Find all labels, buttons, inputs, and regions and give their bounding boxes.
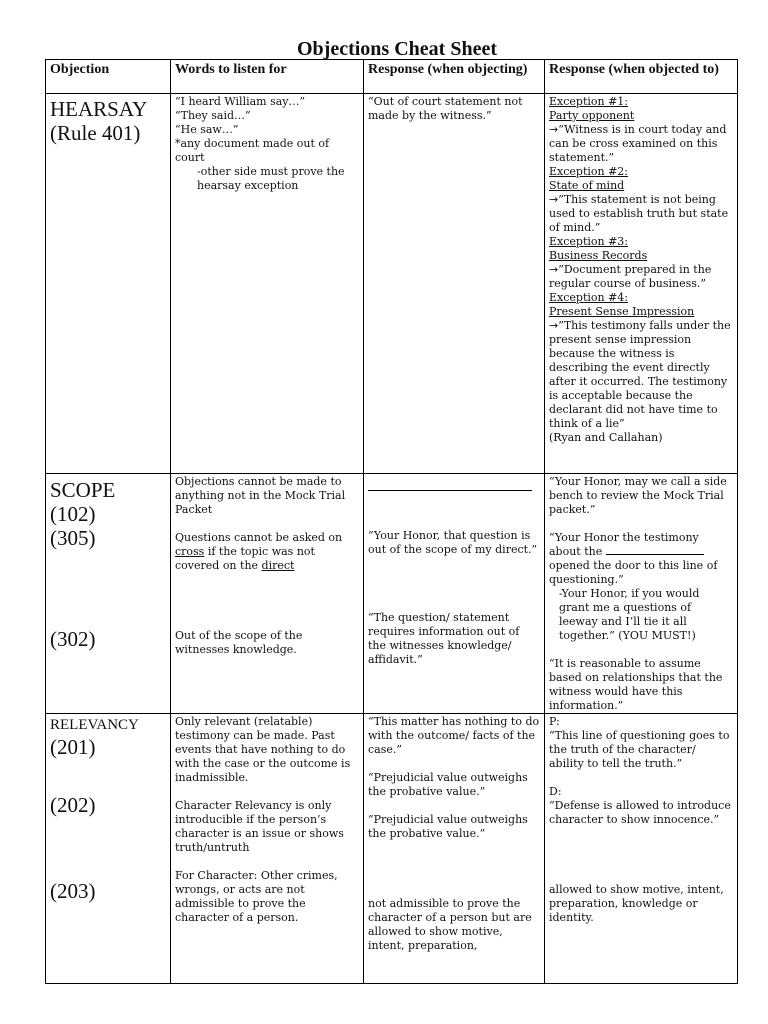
objection-cell-scope [46,474,171,714]
objected-cell-relevancy [545,714,738,984]
exception-name: Party opponent [549,109,635,122]
header-objection: Objection [46,60,171,94]
response-text: “Out of court statement not made by the witness.” [368,95,523,122]
words-cell-relevancy [171,714,364,984]
objection-rule: (305) [50,526,96,550]
exception-response: →”This testimony falls under the present sense impression because the witness is describing the event directly after it occurred. The testimony is acceptable because the declarant did not have time to think of a lie” [549,319,731,430]
words-line: “They said…” [175,109,251,122]
words-cell-scope [171,474,364,714]
header-response-objecting: Response (when objecting) [364,60,545,94]
page-title: Objections Cheat Sheet [297,38,497,60]
words-text: For Character: Other crimes, wrongs, or acts are not admissible to prove the character of a person. [175,869,338,924]
table-row-scope [46,474,738,714]
right-arrow-icon: → [549,263,559,276]
response-text: “This line of questioning goes to the truth of the character/ ability to tell the truth.” [549,729,730,770]
exception-name: Business Records [549,249,648,262]
words-line: *any document made out of court [175,137,330,164]
objection-cell-hearsay [46,94,171,474]
exception-label: Exception #2: [549,165,629,178]
right-arrow-icon: → [549,123,559,136]
response-text: -Your Honor, if you would grant me a questions of leeway and I’ll tie it all together.” (YOU MUST!) [559,587,700,642]
exception-label: Exception #1: [549,95,629,108]
table-row-relevancy [46,714,738,984]
words-text: Character Relevancy is only introducible if the person’s character is an issue or shows truth/untruth [175,799,344,854]
response-text: “This matter has nothing to do with the outcome/ facts of the case.” [368,715,540,756]
objection-name: HEARSAY [50,97,148,121]
words-note: -other side must prove the hearsay exception [197,165,345,192]
exception-name: State of mind [549,179,625,192]
objection-rule: (201) [50,735,96,759]
words-line: “He saw…” [175,123,239,136]
header-words: Words to listen for [171,60,364,94]
blank-line [368,481,540,495]
response-text: “Your Honor, may we call a side bench to review the Mock Trial packet.” [549,475,727,516]
objected-cell-scope [545,474,738,714]
side-label: D: [549,785,562,798]
objection-rule: (Rule 401) [50,121,141,145]
objecting-cell-scope [364,474,545,714]
words-line: “I heard William say…” [175,95,306,108]
side-label: P: [549,715,560,728]
right-arrow-icon: → [549,193,559,206]
response-text: “It is reasonable to assume based on relationships that the witness would have this information.” [549,657,723,712]
exception-response: →”Document prepared in the regular course of business.” [549,263,712,290]
right-arrow-icon: → [549,319,559,332]
objection-rule: (203) [50,879,96,903]
exception-response: →”This statement is not being used to establish truth but state of mind.” [549,193,729,234]
objecting-cell-hearsay [364,94,545,474]
header-row [46,60,738,94]
words-text: Questions cannot be asked on cross if the topic was not covered on the direct [175,531,343,572]
table-row-hearsay [46,94,738,474]
response-text: not admissible to prove the character of a person but are allowed to show motive, intent, preparation, [368,897,532,952]
words-cell-hearsay [171,94,364,474]
response-text: “Defense is allowed to introduce character to show innocence.” [549,799,731,826]
response-text: allowed to show motive, intent, preparation, knowledge or identity. [549,883,724,924]
objections-table [45,59,738,984]
objection-name: SCOPE [50,478,116,502]
credit-text: (Ryan and Callahan) [549,431,663,444]
words-text: Out of the scope of the witnesses knowledge. [175,629,303,656]
response-text: “The question/ statement requires information out of the witnesses knowledge/ affidavit.” [368,611,520,666]
response-text: “Your Honor the testimony about the opened the door to this line of questioning.” [549,531,718,586]
objection-rule: (102) [50,502,96,526]
response-text: “Prejudicial value outweighs the probative value.” [368,771,528,798]
words-text: Only relevant (relatable) testimony can be made. Past events that have nothing to do with the case or the outcome is inadmissible. [175,715,351,784]
header-response-objected: Response (when objected to) [545,60,738,94]
objection-cell-relevancy [46,714,171,984]
objection-name: RELEVANCY [50,717,139,733]
response-text: “Prejudicial value outweighs the probative value.” [368,813,528,840]
objected-cell-hearsay [545,94,738,474]
exception-name: Present Sense Impression [549,305,695,318]
objection-rule: (302) [50,627,96,651]
response-text: “Your Honor, that question is out of the scope of my direct.” [368,529,538,556]
exception-response: →“Witness is in court today and can be cross examined on this statement.” [549,123,727,164]
exception-label: Exception #4: [549,291,629,304]
words-text: Objections cannot be made to anything not in the Mock Trial Packet [175,475,346,516]
objecting-cell-relevancy [364,714,545,984]
objection-rule: (202) [50,793,96,817]
exception-label: Exception #3: [549,235,629,248]
